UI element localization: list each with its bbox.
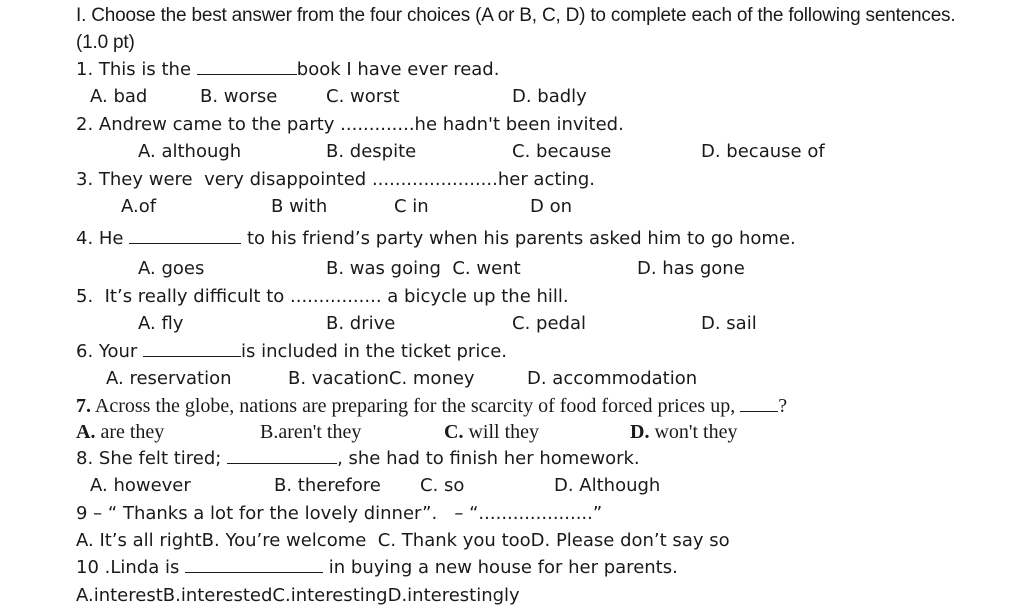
question-6-option-a: A. reservation: [106, 368, 232, 389]
question-5-stem: 5. It’s really difficult to ................ a bicycle up the hill.: [76, 286, 569, 307]
question-4-stem-start: 4. He: [76, 228, 130, 249]
question-1-stem-start: 1. This is the: [76, 59, 197, 80]
question-5-option-a: A. fly: [138, 313, 184, 334]
question-8-blank: [227, 448, 337, 464]
question-10-stem-start: 10 .Linda is: [76, 557, 186, 578]
question-6-option-d: D. accommodation: [527, 368, 698, 389]
question-7-blank: [740, 396, 778, 412]
question-7-option-a-text: are they: [95, 421, 165, 443]
question-8-option-b: B. therefore: [274, 475, 381, 496]
question-8-stem-end: , she had to finish her homework.: [337, 448, 640, 469]
question-6-stem-end: is included in the ticket price.: [241, 341, 508, 362]
question-1-option-b: B. worse: [200, 86, 278, 107]
question-6-stem: [76, 341, 507, 363]
question-8-option-a: A. however: [90, 475, 191, 496]
question-7-option-a: [76, 421, 164, 443]
question-7-option-c: [444, 421, 539, 443]
question-2-option-c: C. because: [512, 141, 612, 162]
question-4-option-a: A. goes: [138, 258, 205, 279]
question-7-number: 7.: [76, 395, 91, 417]
question-1-option-d: D. badly: [512, 86, 587, 107]
question-3-stem: 3. They were very disappointed ......................her acting.: [76, 169, 595, 190]
question-4-blank: [129, 228, 241, 244]
question-7-option-c-text: will they: [463, 421, 539, 443]
question-5-option-b: B. drive: [326, 313, 396, 334]
question-2-option-d: D. because of: [701, 141, 825, 162]
question-3-option-a: A.of: [121, 196, 157, 217]
question-7-stem-text: Across the globe, nations are preparing for the scarcity of food forced prices up,: [91, 395, 741, 417]
question-1-stem-end: book I have ever read.: [296, 59, 500, 80]
question-1-blank: [197, 59, 297, 75]
question-4-option-d: D. has gone: [637, 258, 745, 279]
question-5-option-d: D. sail: [701, 313, 757, 334]
question-10-stem: [76, 557, 678, 579]
question-1-option-c: C. worst: [326, 86, 400, 107]
question-4-stem-end: to his friend’s party when his parents asked him to go home.: [241, 228, 796, 249]
question-2-option-b: B. despite: [326, 141, 417, 162]
question-8-option-d: D. Although: [554, 475, 661, 496]
question-3-option-c: C in: [394, 196, 429, 217]
question-10-options: A.interestB.interestedC.interestingD.interestingly: [76, 585, 520, 606]
question-5-option-c: C. pedal: [512, 313, 586, 334]
question-3-option-b: B with: [271, 196, 328, 217]
question-2-option-a: A. although: [138, 141, 242, 162]
question-10-stem-end: in buying a new house for her parents.: [323, 557, 678, 578]
question-4-stem: [76, 228, 796, 250]
question-8-stem: [76, 448, 640, 470]
question-6-stem-start: 6. Your: [76, 341, 144, 362]
question-4-option-bc: B. was going C. went: [326, 258, 521, 279]
question-7-option-c-letter: C.: [444, 421, 464, 443]
question-9-options: A. It’s all rightB. You’re welcome C. Thank you tooD. Please don’t say so: [76, 530, 730, 551]
question-10-blank: [185, 557, 323, 573]
question-1-stem: [76, 59, 499, 81]
question-7-stem-end: ?: [778, 395, 788, 417]
question-7-stem: [76, 395, 787, 417]
question-8-stem-start: 8. She felt tired;: [76, 448, 228, 469]
instruction-points: (1.0 pt): [76, 32, 135, 53]
question-9-stem: 9 – “ Thanks a lot for the lovely dinner”. – “....................”: [76, 503, 603, 524]
question-7-option-a-letter: A.: [76, 421, 96, 443]
question-7-option-d: [630, 421, 738, 443]
question-2-stem: 2. Andrew came to the party .............he hadn't been invited.: [76, 114, 624, 135]
question-6-blank: [143, 341, 241, 357]
question-7-option-b: B.aren't they: [260, 421, 362, 443]
question-3-option-d: D on: [530, 196, 573, 217]
question-7-option-d-letter: D.: [630, 421, 650, 443]
question-8-option-c: C. so: [420, 475, 465, 496]
question-7-option-d-text: won't they: [649, 421, 738, 443]
instruction-line-1: I. Choose the best answer from the four choices (A or B, C, D) to complete each of the following sentences.: [76, 5, 956, 26]
question-1-option-a: A. bad: [90, 86, 148, 107]
question-6-option-bc: B. vacationC. money: [288, 368, 475, 389]
